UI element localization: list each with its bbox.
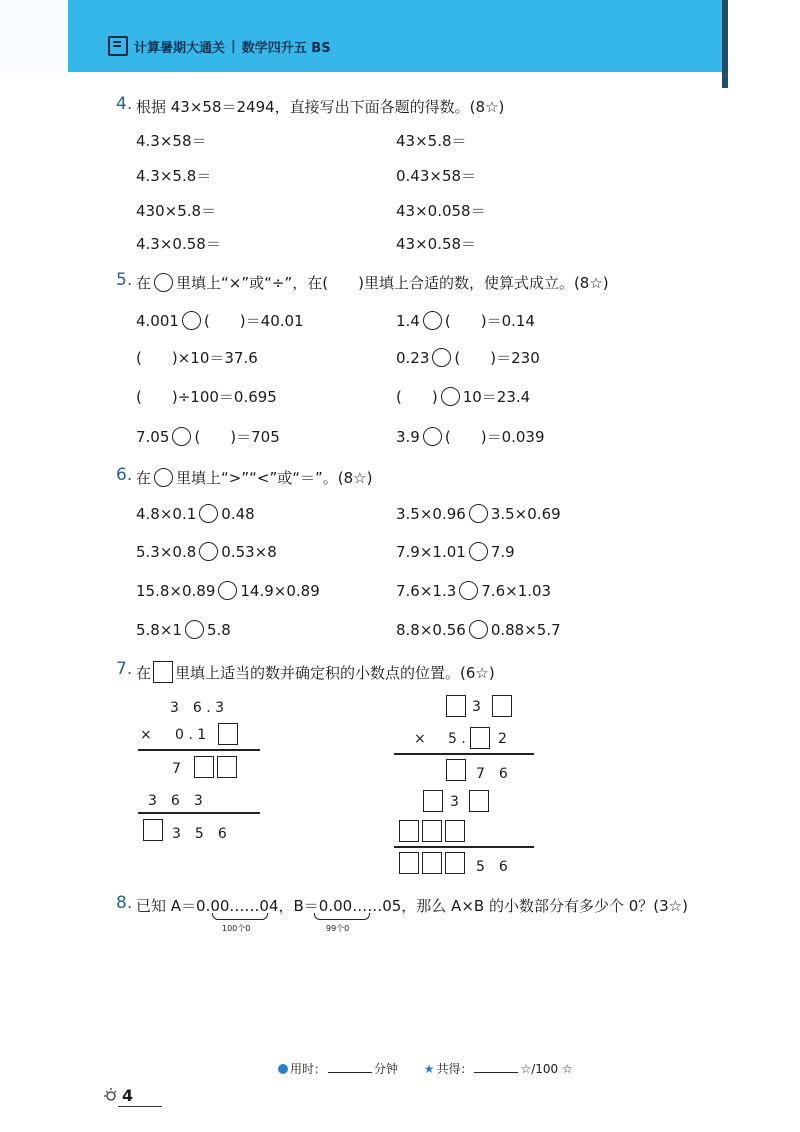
score-blank[interactable] [474,1072,518,1073]
blank-box[interactable] [143,819,163,841]
square-symbol-icon [153,661,173,683]
answer-circle[interactable] [469,504,488,523]
calc-rule [394,846,534,848]
answer-circle[interactable] [218,581,237,600]
q5-item-6-left: ( ) [396,388,438,406]
q5-item-3: ( )×10＝37.6 [136,349,258,367]
brace-icon [212,913,268,920]
q5-item-8-left: 3.9 [396,428,420,446]
q6-item-5-left: 15.8×0.89 [136,582,216,600]
q7-instruction-a: 在 [136,664,152,682]
blank-box[interactable] [446,695,466,717]
q5-item-5: ( )÷100＝0.695 [136,388,277,406]
q4-item-7: 4.3×0.58＝ [136,235,221,253]
blank-box[interactable] [492,695,512,717]
time-unit: 分钟 [374,1062,399,1076]
blank-box[interactable] [194,756,214,778]
q7-instruction-b: 里填上适当的数并确定积的小数点的位置。(6☆) [175,664,495,682]
sun-icon [103,1087,119,1103]
q5-item-1 [136,310,304,331]
q4-item-5: 430×5.8＝ [136,202,217,220]
left-calc-line-4: 3 6 3 [148,793,203,809]
q5-number: 5. [116,270,133,290]
q5-item-2 [396,310,535,331]
calc-rule [138,812,260,814]
q8-note-b: 99个0 [326,924,350,933]
q6-item-3 [136,542,277,561]
q5-item-7-right: ( )＝705 [194,428,280,446]
q5-item-7 [136,426,280,447]
q8-note-a: 100个0 [222,924,251,933]
answer-circle[interactable] [469,542,488,561]
calc-rule [138,749,260,751]
right-calc-line-4: 3 [450,794,459,810]
q6-item-3-left: 5.3×0.8 [136,543,197,561]
left-calc-line-5: 3 5 6 [172,826,227,842]
q7-number: 7. [116,659,133,679]
q6-item-2 [396,504,561,523]
q4-item-3: 4.3×5.8＝ [136,167,212,185]
q5-instruction [136,272,609,293]
answer-circle[interactable] [432,348,451,367]
answer-circle[interactable] [423,311,442,330]
q6-item-3-right: 0.53×8 [221,543,277,561]
q6-item-7-left: 5.8×1 [136,621,182,639]
banner-edge [722,0,728,88]
q5-item-8-right: ( )＝0.039 [444,428,545,446]
q6-item-1-right: 0.48 [221,505,255,523]
q5-item-2-right: ( )＝0.14 [444,312,535,330]
q6-instruction-a: 在 [136,469,152,487]
banner-left-margin [0,0,68,72]
q8-number: 8. [116,893,133,913]
q5-item-6-right: 10＝23.4 [462,388,531,406]
time-blank[interactable] [328,1072,372,1073]
answer-circle[interactable] [182,311,201,330]
q5-instruction-a: 在 [136,274,152,292]
q5-item-2-left: 1.4 [396,312,420,330]
page-number-rule [118,1106,162,1107]
q7-instruction [136,661,495,683]
q4-item-8: 43×0.58＝ [396,235,477,253]
brace-icon [314,913,370,920]
q6-item-1-left: 4.8×0.1 [136,505,197,523]
q6-item-6 [396,581,551,600]
blank-box[interactable] [445,820,465,842]
q4-item-1: 4.3×58＝ [136,132,207,150]
header-title-bar [108,34,331,58]
q6-item-4-right: 7.9 [490,543,515,561]
blank-box[interactable] [469,790,489,812]
right-calc-line-2a: 5 . [448,731,466,747]
q5-item-7-left: 7.05 [136,428,170,446]
q6-item-6-left: 7.6×1.3 [396,582,457,600]
answer-circle[interactable] [469,620,488,639]
q5-item-6 [396,386,530,407]
q6-item-8-right: 0.88×5.7 [490,621,561,639]
footer-stats [278,1060,573,1077]
circle-symbol-icon [154,273,173,292]
left-calc-line-1: 3 6 . 3 [170,700,225,716]
right-calc-times: × [414,731,426,747]
time-label: 用时： [290,1062,327,1076]
right-calc-line-6: 5 6 [476,859,508,875]
q6-item-8-left: 8.8×0.56 [396,621,466,639]
blank-box[interactable] [422,820,442,842]
right-calc-line-3: 7 6 [476,766,508,782]
q6-number: 6. [116,465,133,485]
q6-item-4 [396,542,515,561]
blank-box[interactable] [423,790,443,812]
answer-circle[interactable] [185,620,204,639]
q6-item-5-right: 14.9×0.89 [240,582,320,600]
q4-instruction: 根据 43×58＝2494，直接写出下面各题的得数。(8☆) [136,98,505,116]
score-unit: ☆/100 ☆ [520,1062,573,1076]
q6-item-8 [396,620,561,639]
answer-circle[interactable] [459,581,478,600]
blank-box[interactable] [470,727,490,749]
q6-item-6-right: 7.6×1.03 [481,582,552,600]
blank-box[interactable] [399,852,419,874]
q5-item-8 [396,426,545,447]
q5-item-4-left: 0.23 [396,349,430,367]
calc-rule [394,753,534,755]
blank-box[interactable] [446,759,466,781]
q4-item-6: 43×0.058＝ [396,202,486,220]
q6-item-7-right: 5.8 [206,621,231,639]
q6-instruction [136,467,372,488]
book-icon [108,36,128,56]
q6-instruction-b: 里填上“>”“<”或“＝”。(8☆) [176,469,373,487]
clock-icon [278,1064,288,1074]
answer-circle[interactable] [423,427,442,446]
q4-item-4: 0.43×58＝ [396,167,477,185]
q5-item-4-right: ( )＝230 [454,349,540,367]
left-calc-times: × [140,727,152,743]
left-calc-line-3: 7 [172,761,181,777]
blank-box[interactable] [399,820,419,842]
blank-box[interactable] [422,852,442,874]
q6-item-1 [136,504,255,523]
right-calc-line-2b: 2 [498,731,507,747]
score-label: 共得： [436,1062,473,1076]
q6-item-7 [136,620,231,639]
header-divider: | [231,38,236,54]
answer-circle[interactable] [199,504,218,523]
q5-item-1-left: 4.001 [136,312,179,330]
book-subtitle: 数学四升五 BS [241,40,331,56]
q5-instruction-b: 里填上“×”或“÷”，在( )里填上合适的数，使算式成立。(8☆) [176,274,609,292]
q4-number: 4. [116,94,133,114]
book-title: 计算暑期大通关 [134,40,226,56]
answer-circle[interactable] [199,542,218,561]
left-calc-line-2: 0 . 1 [175,727,207,743]
star-icon: ★ [423,1062,435,1076]
right-calc-line-1: 3 [472,699,481,715]
q6-item-5 [136,581,320,600]
blank-box[interactable] [218,723,238,745]
q5-item-4 [396,347,540,368]
circle-symbol-icon [154,468,173,487]
blank-box[interactable] [445,852,465,874]
page-number: 4 [122,1086,134,1105]
answer-circle[interactable] [441,387,460,406]
q4-item-2: 43×5.8＝ [396,132,467,150]
q6-item-2-left: 3.5×0.96 [396,505,466,523]
answer-circle[interactable] [172,427,191,446]
blank-box[interactable] [217,756,237,778]
q5-item-1-right: ( )＝40.01 [203,312,304,330]
q6-item-4-left: 7.9×1.01 [396,543,466,561]
q8-instruction: 已知 A＝0.00……04，B＝0.00……05，那么 A×B 的小数部分有多少个 0？(3☆) [136,897,688,915]
q6-item-2-right: 3.5×0.69 [490,505,561,523]
